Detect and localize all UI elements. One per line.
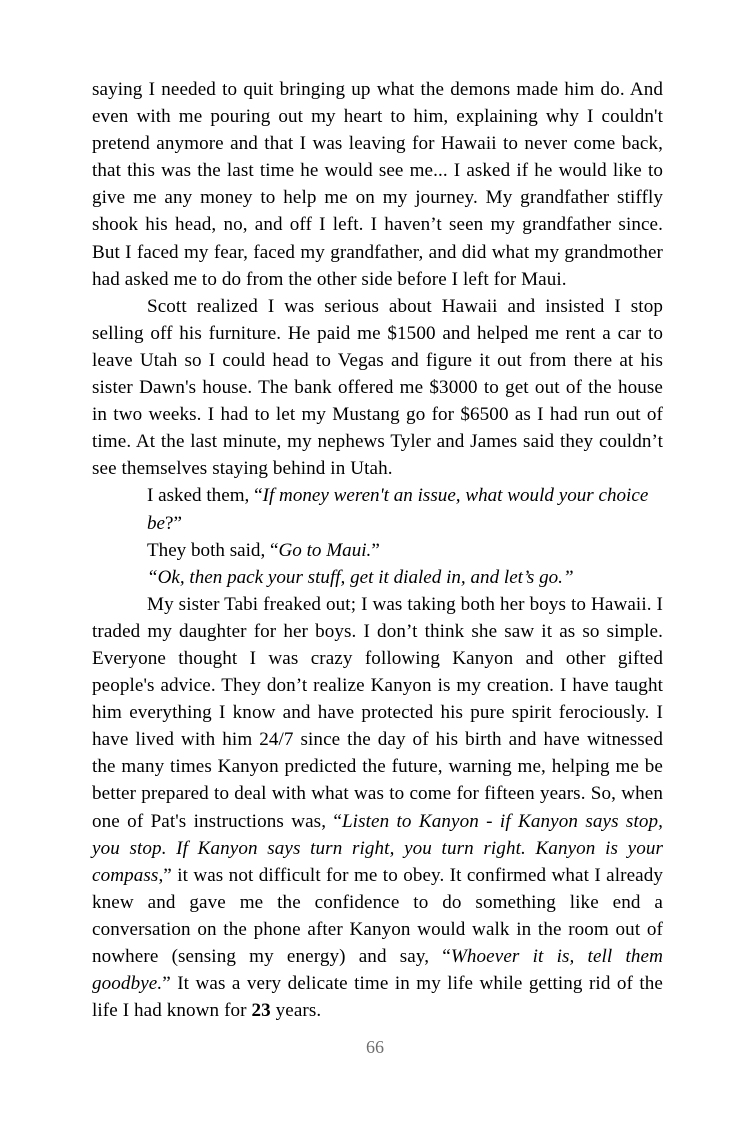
paragraph [92,293,663,483]
text-run: ” [371,539,380,561]
text-run: saying I needed to quit bringing up what the demons made him do. And even with me pouring out my heart to him, explaining why I couldn't pretend anymore and that I was leaving for Hawaii to never come back, that this was the last time he would see me... I asked if he would like to give me any money to help me on my journey. My grandfather stiffly shook his head, no, and off I left. I haven’t seen my grandfather since. But I faced my fear, faced my grandfather, and did what my grandmother had asked me to do from the other side before I left for Maui. [92,79,663,290]
text-run: My sister Tabi freaked out; I was taking both her boys to Hawaii. I traded my daughter for her boys. I don’t think she saw it as so simple. Everyone thought I was crazy following Kanyon and other gifted people's advice. They don’t realize Kanyon is my creation. I have taught him everything I know and have protected his pure spirit ferociously. I have lived with him 24/7 since the day of his birth and have witnessed the many times Kanyon predicted the future, warning me, helping me be better prepared to deal with what was to come for fifteen years. So, when one of Pat's instructions was, “ [92,593,663,832]
text-line [92,537,663,564]
text-run: Scott realized I was serious about Hawaii and insisted I stop selling off his furniture. He paid me $1500 and helped me rent a car to leave Utah so I could head to Vegas and figure it out from there at his sister Dawn's house. The bank offered me $3000 to get out of the house in two weeks. I had to let my Mustang go for $6500 as I had run out of time. At the last minute, my nephews Tyler and James said they couldn’t see themselves staying behind in Utah. [92,295,663,480]
page-text-column [92,76,663,1024]
page-number: 66 [366,1037,384,1057]
paragraph [92,591,663,1025]
text-run: They both said, “ [147,539,279,561]
paragraph [92,76,663,293]
text-run: ” It was a very delicate time in my life while getting rid of the life I had known for [92,973,663,1022]
italic-quote: “Ok, then pack your stuff, get it dialed in, and let’s go.” [147,566,574,588]
text-run: ,” it was not difficult for me to obey. It confirmed what I already knew and gave me the confidence to do something like end a conversation on the phone after Kanyon would walk in the room out of nowhere (sensing my energy) and say, “ [92,864,663,967]
italic-quote: If money weren't an issue, what would your choice be [147,485,649,534]
text-run: ?” [165,512,182,534]
italic-quote: Whoever it is, tell them goodbye. [92,946,663,995]
text-line [92,482,663,536]
bold-number: 23 [251,1000,271,1022]
text-run: years. [270,1000,322,1022]
text-line [92,564,663,591]
italic-quote: Listen to Kanyon - if Kanyon says stop, you stop. If Kanyon says turn right, you turn right. Kanyon is your compass [92,810,663,886]
text-run: I asked them, “ [147,485,263,507]
italic-quote: Go to Maui. [278,539,372,561]
